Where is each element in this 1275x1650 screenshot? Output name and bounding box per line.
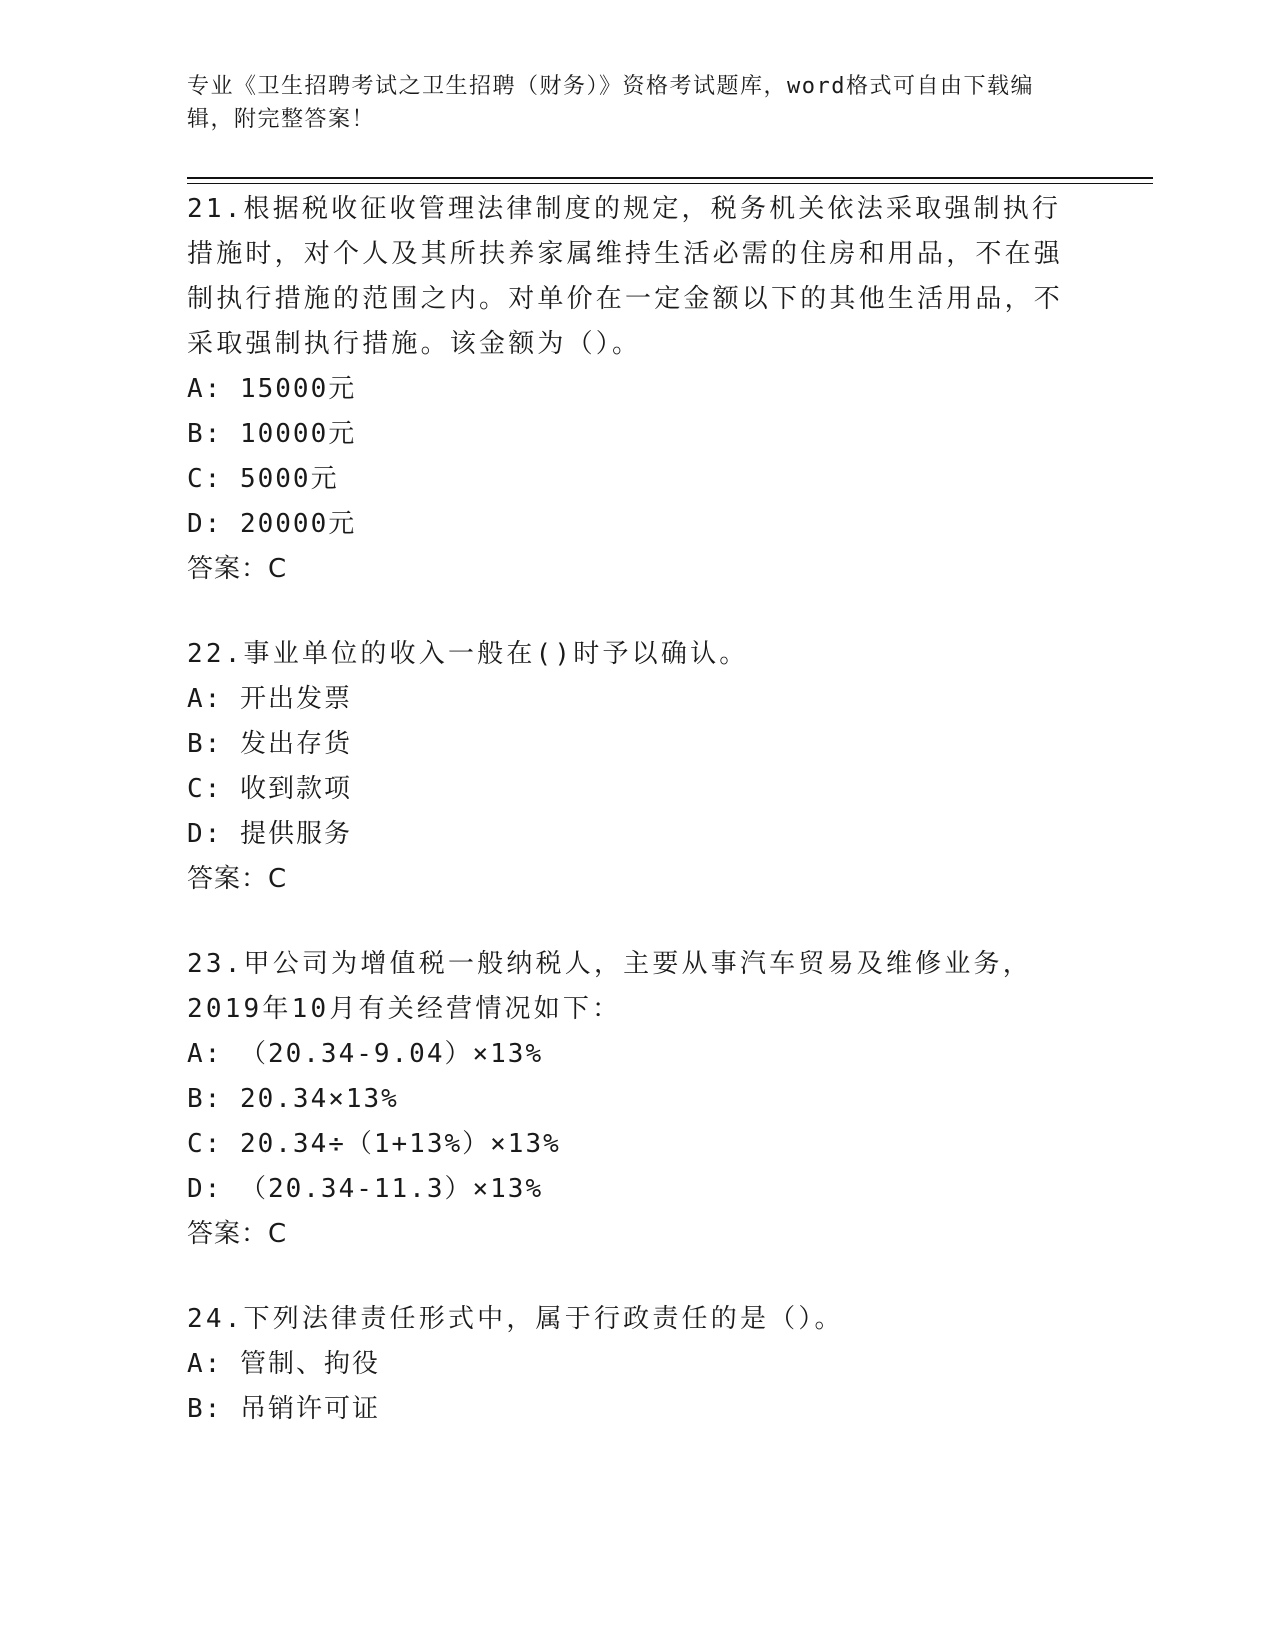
option-c: C: 5000元: [187, 464, 339, 494]
option-c: C: 20.34÷（1+13%）×13%: [187, 1129, 561, 1159]
option-a: A: 开出发票: [187, 684, 352, 714]
question-stem: 21.根据税收征收管理法律制度的规定，税务机关依法采取强制执行措施时，对个人及其所扶养家属维持生活必需的住房和用品，不在强制执行措施的范围之内。对单价在一定金额以下的其他生活用品，不采取强制执行措施。该金额为（）。: [187, 194, 1064, 359]
question-24: [187, 1297, 1087, 1432]
option-a: A: 管制、拘役: [187, 1349, 380, 1379]
header-divider-thin: [187, 183, 1153, 184]
answer: 答案：C: [187, 864, 288, 894]
question-stem: 24.下列法律责任形式中，属于行政责任的是（）。: [187, 1304, 844, 1334]
question-23: [187, 942, 1087, 1257]
option-b: B: 发出存货: [187, 729, 352, 759]
option-b: B: 吊销许可证: [187, 1394, 380, 1424]
option-b: B: 10000元: [187, 419, 357, 449]
question-list: [187, 187, 1087, 1472]
header-divider-thick: [187, 177, 1153, 179]
option-b: B: 20.34×13%: [187, 1084, 399, 1114]
option-a: A: 15000元: [187, 374, 357, 404]
question-stem: 23.甲公司为增值税一般纳税人，主要从事汽车贸易及维修业务，2019年10月有关经营情况如下：: [187, 949, 1032, 1024]
option-a: A: （20.34-9.04）×13%: [187, 1039, 544, 1069]
question-stem: 22.事业单位的收入一般在()时予以确认。: [187, 639, 749, 669]
question-21: [187, 187, 1087, 592]
option-d: D: 20000元: [187, 509, 357, 539]
option-c: C: 收到款项: [187, 774, 352, 804]
option-d: D: （20.34-11.3）×13%: [187, 1174, 544, 1204]
answer: 答案：C: [187, 1219, 288, 1249]
document-header: 专业《卫生招聘考试之卫生招聘（财务）》资格考试题库，word格式可自由下载编辑，附完整答案！: [187, 74, 1034, 132]
option-d: D: 提供服务: [187, 819, 352, 849]
question-22: [187, 632, 1087, 902]
answer: 答案：C: [187, 554, 288, 584]
